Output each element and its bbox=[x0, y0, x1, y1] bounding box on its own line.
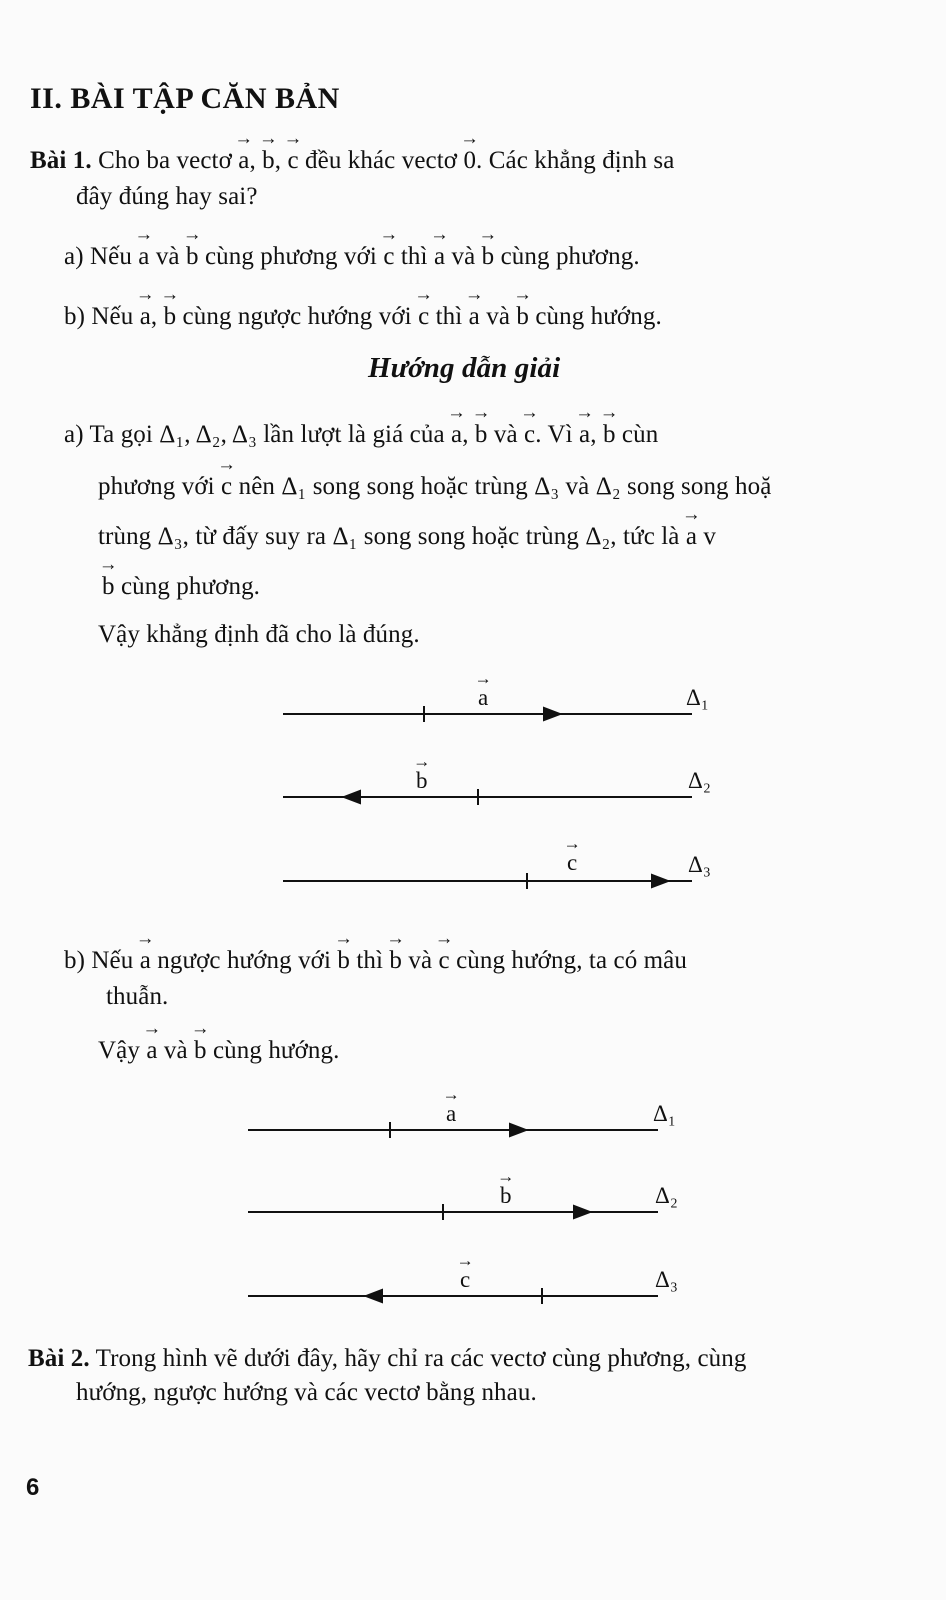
text-fragment: , bbox=[462, 421, 475, 448]
delta2-label-2: Δ₂ bbox=[655, 1183, 679, 1208]
text-fragment: b) Nếu bbox=[64, 303, 140, 330]
vector-symbol: → a bbox=[146, 1038, 157, 1063]
arrowhead2-b bbox=[574, 1206, 590, 1218]
text-fragment: a) Ta gọi Δ₁, Δ₂, Δ₃ lần lượt là giá của bbox=[64, 421, 451, 448]
vector-symbol: → c bbox=[524, 422, 535, 447]
vector-symbol: → b bbox=[262, 148, 275, 173]
vector-symbol: → a bbox=[434, 244, 445, 269]
vector-symbol: → b bbox=[482, 244, 495, 269]
vector-symbol: → c bbox=[221, 474, 232, 499]
vector-symbol: → b bbox=[186, 244, 199, 269]
vector-symbol: → a bbox=[686, 524, 697, 549]
text-fragment: và bbox=[487, 421, 525, 448]
vec2-label-a bbox=[446, 1102, 456, 1125]
text-fragment: thì bbox=[429, 303, 469, 330]
text-fragment: thì bbox=[350, 947, 390, 974]
text-fragment: v bbox=[697, 523, 717, 550]
vector-symbol: → b bbox=[164, 304, 177, 329]
text-fragment: ngược hướng với bbox=[150, 947, 338, 974]
delta3-label-2: Δ₃ bbox=[655, 1267, 679, 1292]
solution-heading: Hướng dẫn giải bbox=[368, 352, 561, 384]
text-fragment: , bbox=[590, 421, 603, 448]
text-fragment: và bbox=[445, 243, 482, 270]
text-fragment: Trong hình vẽ dưới đây, hãy chỉ ra các vectơ cùng phương, cùng bbox=[89, 1345, 747, 1372]
text-fragment: b) Nếu bbox=[64, 947, 140, 974]
vector-symbol: → a bbox=[478, 686, 488, 709]
vector-symbol: → a bbox=[238, 148, 249, 173]
vector-symbol: → b bbox=[416, 769, 428, 792]
text-fragment: cùng phương với bbox=[198, 243, 384, 270]
text-fragment: , bbox=[150, 303, 164, 330]
problem2-line2: hướng, ngược hướng và các vectơ bằng nhau. bbox=[76, 1379, 537, 1406]
vector-symbol: → a bbox=[579, 422, 590, 447]
delta1-label-2: Δ₁ bbox=[653, 1101, 677, 1126]
vector-symbol: → a bbox=[138, 244, 149, 269]
delta2-label: Δ₂ bbox=[688, 768, 712, 793]
problem2-line1 bbox=[28, 1346, 746, 1371]
delta1-label: Δ₁ bbox=[686, 685, 710, 710]
vector-symbol: → b bbox=[500, 1184, 512, 1207]
text-fragment: . Vì bbox=[535, 421, 580, 448]
text-fragment: nên Δ₁ song song hoặc trùng Δ₃ và Δ₂ song song hoặ bbox=[232, 473, 772, 500]
section-title: II. BÀI TẬP CĂN BẢN bbox=[30, 82, 340, 115]
text-fragment: phương với bbox=[98, 473, 222, 500]
vector-symbol: → a bbox=[446, 1102, 456, 1125]
text-fragment: và bbox=[149, 243, 186, 270]
vector-symbol: → c bbox=[460, 1268, 470, 1291]
problem1-line2: đây đúng hay sai? bbox=[76, 183, 258, 210]
page-number: 6 bbox=[26, 1474, 40, 1501]
vector-symbol: → b bbox=[194, 1038, 207, 1063]
vector-symbol: → c bbox=[418, 304, 429, 329]
vector-symbol: → b bbox=[337, 948, 350, 973]
text-fragment: và bbox=[402, 947, 439, 974]
delta3-label: Δ₃ bbox=[688, 852, 712, 877]
vector-symbol: → 0 bbox=[463, 148, 476, 173]
problem1-line1: Bài 1. Cho ba vectơ → a, → b, → c đều khác vectơ → 0. Các khẳng định sa bbox=[30, 148, 674, 173]
text-fragment: cùng phương. bbox=[114, 573, 261, 600]
arrowhead2-a bbox=[510, 1124, 526, 1136]
text-fragment: a) Nếu bbox=[64, 243, 139, 270]
text-fragment: cùng hướng. bbox=[206, 1037, 340, 1064]
text-fragment: thì bbox=[394, 243, 434, 270]
text-fragment: Cho ba vectơ bbox=[91, 147, 239, 174]
vector-symbol: → b bbox=[516, 304, 529, 329]
vector-symbol: → b bbox=[102, 574, 115, 599]
text-fragment: đều khác vectơ bbox=[298, 147, 464, 174]
text-fragment: cùn bbox=[615, 421, 659, 448]
problem1-label: Bài 1. bbox=[30, 147, 92, 174]
text-fragment: cùng ngược hướng với bbox=[176, 303, 419, 330]
text-fragment: Vậy bbox=[98, 1037, 147, 1064]
vector-symbol: → b bbox=[603, 422, 616, 447]
text-fragment: . Các khẳng định sa bbox=[476, 147, 675, 174]
text-fragment: cùng phương. bbox=[494, 243, 640, 270]
vector-symbol: → a bbox=[451, 422, 462, 447]
vector-symbol: → c bbox=[567, 851, 577, 874]
vec2-label-c bbox=[460, 1268, 470, 1291]
vector-symbol: → a bbox=[140, 948, 151, 973]
vector-symbol: → c bbox=[439, 948, 450, 973]
text-fragment: và bbox=[479, 303, 517, 330]
sol-a-conclusion: Vậy khẳng định đã cho là đúng. bbox=[98, 621, 420, 648]
text-fragment: trùng Δ₃, từ đấy suy ra Δ₁ song song hoặc trùng Δ₂, tức là bbox=[98, 523, 686, 550]
vector-symbol: → a bbox=[140, 304, 151, 329]
vector-symbol: → b bbox=[389, 948, 402, 973]
problem2-label: Bài 2. bbox=[28, 1345, 90, 1372]
vector-symbol: → b bbox=[475, 422, 488, 447]
vec2-label-b bbox=[500, 1184, 512, 1207]
vector-symbol: → a bbox=[469, 304, 480, 329]
arrowhead2-c bbox=[366, 1290, 382, 1302]
sol-b-line2: thuẫn. bbox=[106, 983, 169, 1010]
text-fragment: cùng hướng. bbox=[528, 303, 662, 330]
vector-symbol: → c bbox=[287, 148, 298, 173]
text-fragment: và bbox=[157, 1037, 195, 1064]
text-fragment: cùng hướng, ta có mâu bbox=[449, 947, 687, 974]
vector-symbol: → c bbox=[383, 244, 394, 269]
